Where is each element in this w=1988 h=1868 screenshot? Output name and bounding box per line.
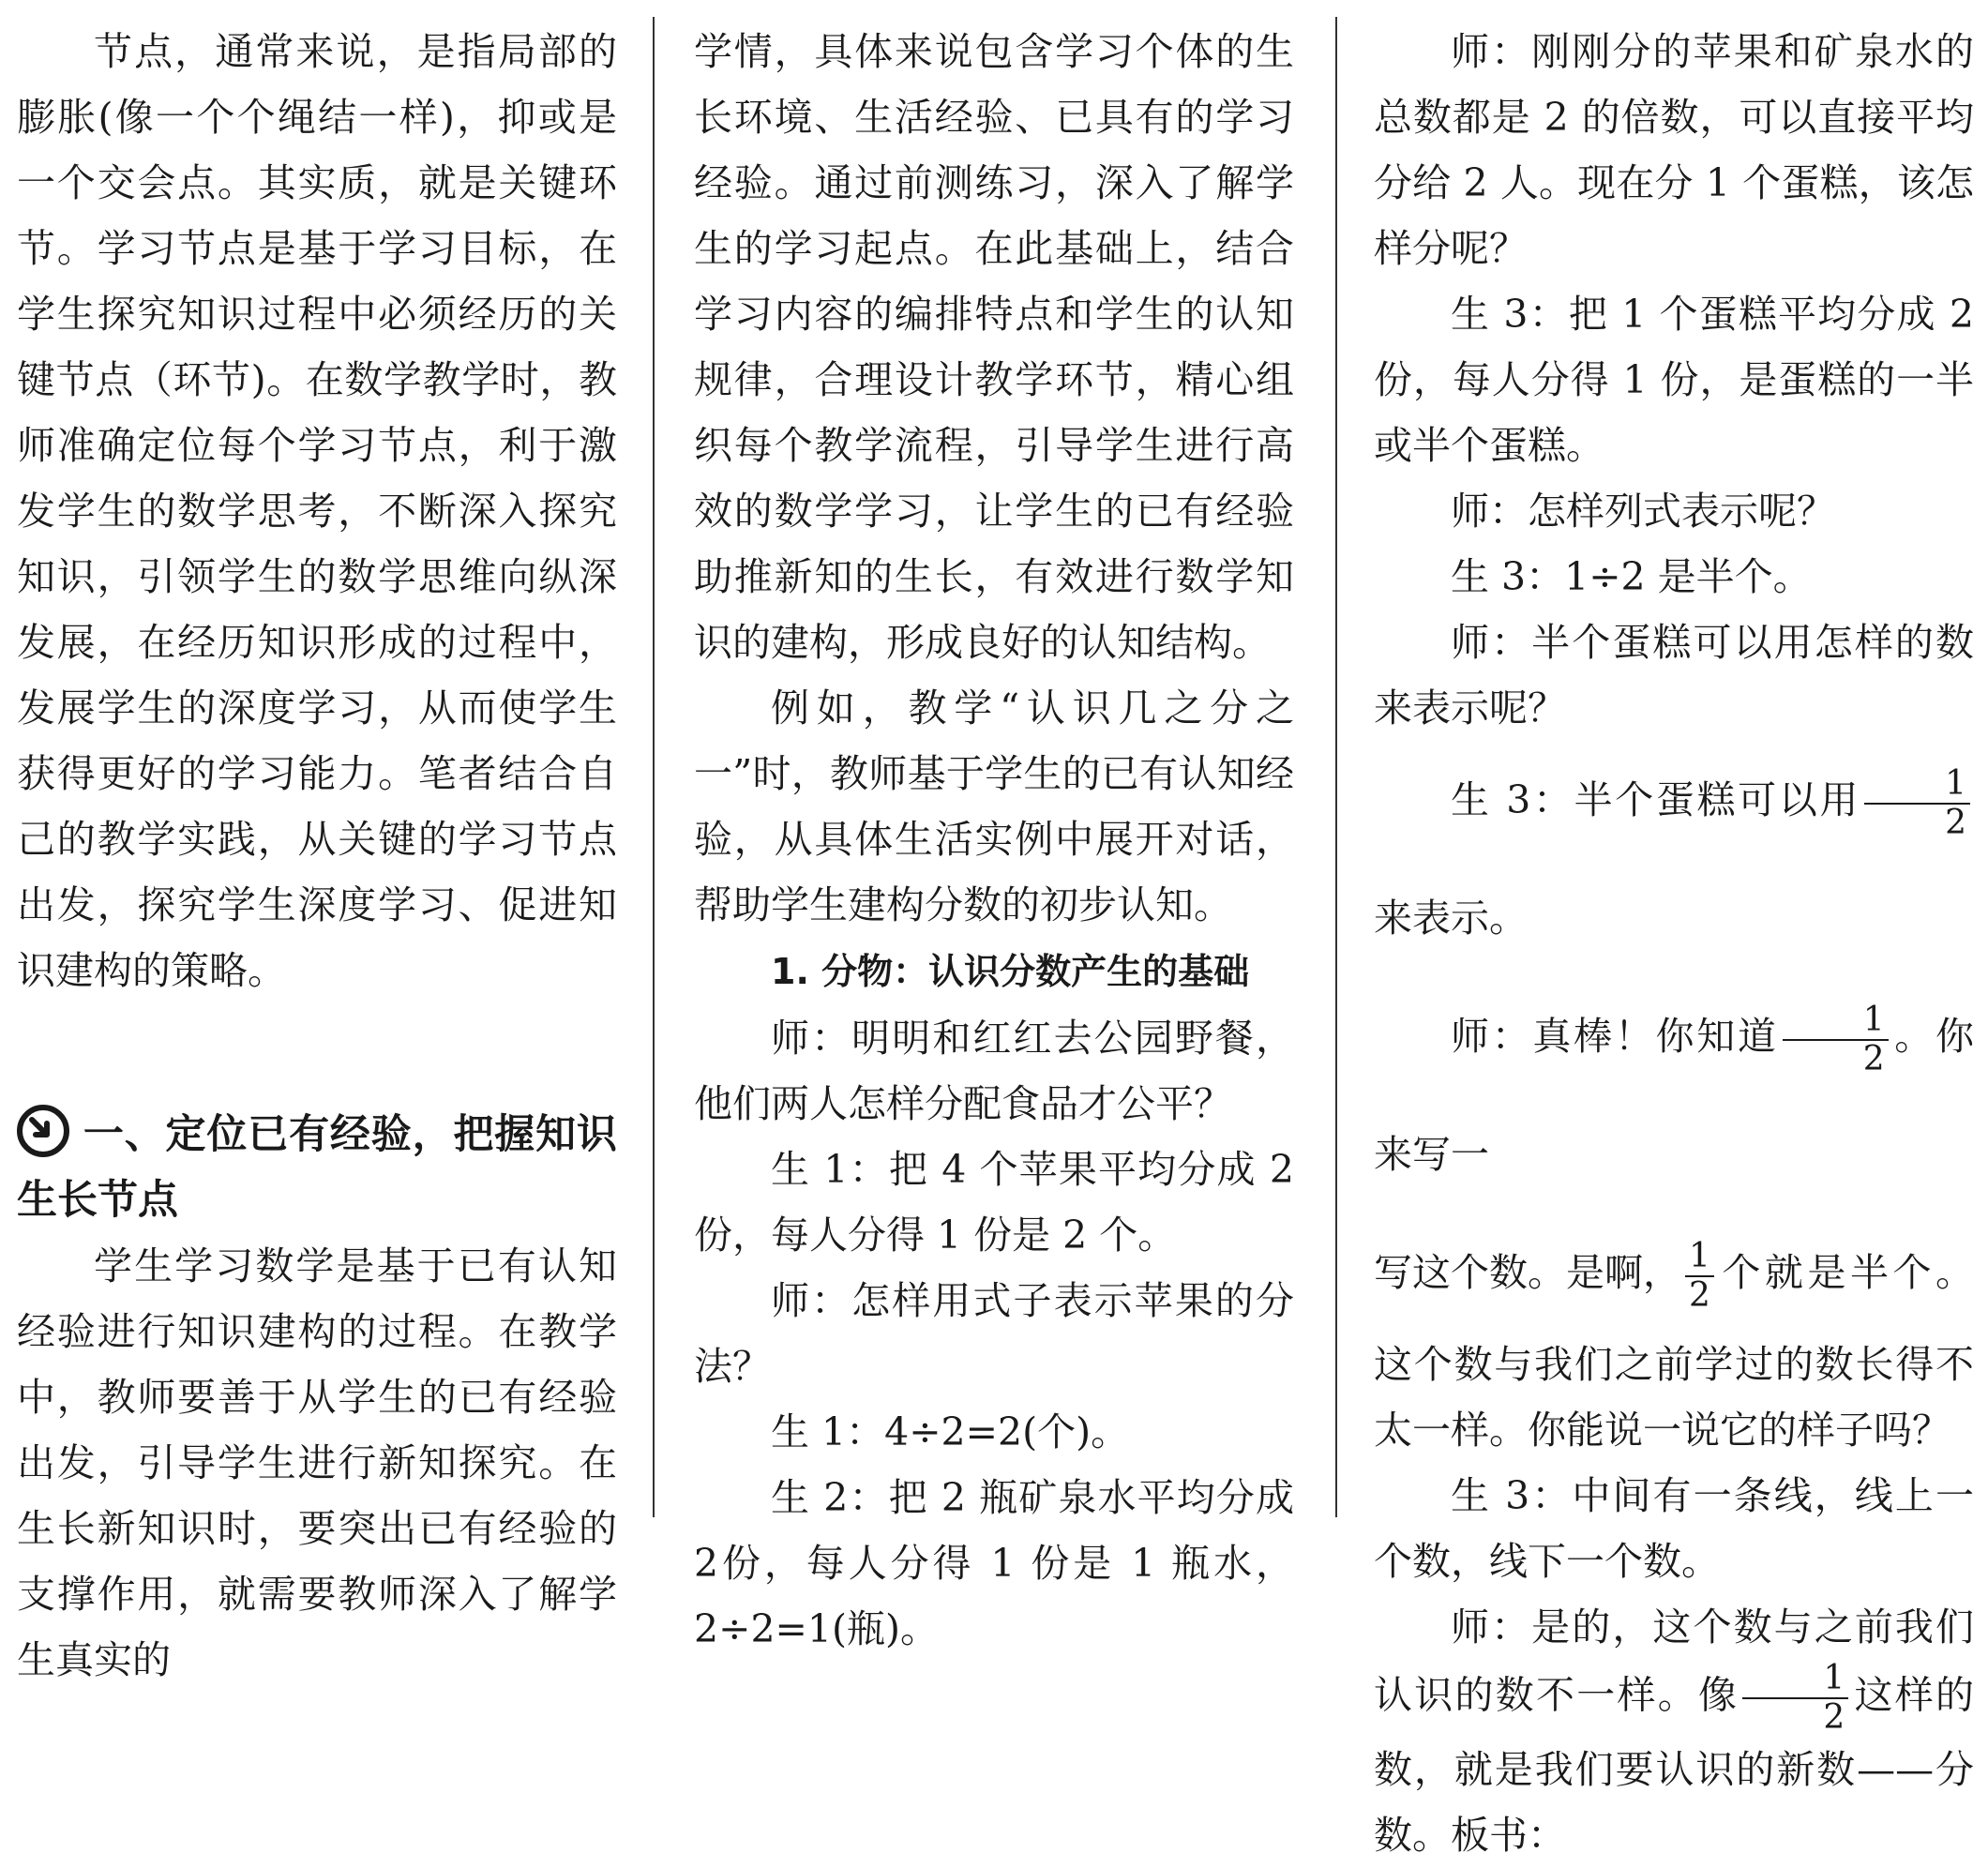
fraction-numerator: 1: [1685, 1238, 1714, 1277]
text-segment: 师：是的，这个数与之前我们认识的数不一样。像: [1374, 1604, 1974, 1718]
fraction-denominator: 2: [1689, 1275, 1710, 1315]
text-segment: 师：真棒！你知道: [1451, 1014, 1779, 1059]
dialogue-teacher-2: 师：怎样用式子表示苹果的分法？: [694, 1278, 1294, 1389]
dialogue-student-2: 生 2：把 2 瓶矿泉水平均分成 2份，每人分得 1 份是 1 瓶水，2÷2=1(瓶)。: [694, 1475, 1294, 1651]
text-segment: 这样的数，就是我们要认识的新数——分数。板书：: [1374, 1672, 1975, 1858]
column-2: [694, 19, 1294, 1662]
text-segment: 。你来写一: [1374, 1014, 1975, 1177]
paragraph-example: 例如，教学“认识几之分之一”时，教师基于学生的已有认知经验，从具体生活实例中展开对话，帮助学生建构分数的初步认知。: [694, 685, 1294, 927]
fraction-numerator: 1: [1783, 1002, 1889, 1041]
fraction-one-half: [1864, 765, 1970, 842]
dialogue-teacher-5: 师：半个蛋糕可以用怎样的数来表示呢？: [1374, 620, 1974, 731]
paragraph-intro: 节点，通常来说，是指局部的膨胀(像一个个绳结一样)，抑或是一个交会点。其实质，就是关键环节。学习节点是基于学习目标，在学生探究知识过程中必须经历的关键节点（环节)。在数学教学时，教师准确定位每个学习节点，利于激发学生的数学思考，不断深入探究知识，引领学生的数学思维向纵深发展，在经历知识形成的过程中，发展学生的深度学习，从而使学生获得更好的学习能力。笔者结合自己的教学实践，从关键的学习节点出发，探究学生深度学习、促进知识建构的策略。: [17, 29, 617, 993]
fraction-denominator: 2: [1945, 803, 1966, 842]
dialogue-teacher-6-cont: [1374, 1213, 1974, 1463]
subheading-divide: 1. 分物：认识分数产生的基础: [771, 951, 1250, 992]
column-3: [1374, 19, 1974, 1868]
dialogue-student-3a: 生 3：把 1 个蛋糕平均分成 2份，每人分得 1 份，是蛋糕的一半或半个蛋糕。: [1374, 292, 1974, 468]
dialogue-student-1b: 生 1：4÷2=2(个)。: [771, 1409, 1130, 1454]
paragraph-learning-situation: 学情，具体来说包含学习个体的生长环境、生活经验、已具有的学习经验。通过前测练习，深入了解学生的学习起点。在此基础上，结合学习内容的编排特点和学生的认知规律，合理设计教学环节，精心组织每个教学流程，引导学生进行高效的数学学习，让学生的已有经验助推新知的生长，有效进行数学知识的建构，形成良好的认知结构。: [694, 29, 1294, 665]
fraction-numerator: 1: [1864, 765, 1970, 805]
fraction-denominator: 2: [1862, 1039, 1885, 1078]
fraction-one-half: [1685, 1238, 1714, 1315]
dialogue-student-3b: 生 3：1÷2 是半个。: [1451, 554, 1812, 599]
dialogue-teacher-6: [1374, 977, 1974, 1213]
fraction-one-half: [1783, 1002, 1889, 1078]
fraction-numerator: 1: [1742, 1660, 1848, 1699]
dialogue-student-1a: 生 1：把 4 个苹果平均分成 2份，每人分得 1 份是 2 个。: [694, 1147, 1294, 1258]
column-divider-2: [1335, 17, 1337, 1517]
dialogue-student-3c: [1374, 741, 1974, 977]
dialogue-teacher-7: [1374, 1594, 1974, 1868]
fraction-one-half: [1742, 1660, 1848, 1737]
text-segment: 生 3：半个蛋糕可以用: [1451, 777, 1861, 822]
dialogue-teacher-3: 师：刚刚分的苹果和矿泉水的总数都是 2 的倍数，可以直接平均分给 2 人。现在分 1 个蛋糕，该怎样分呢？: [1374, 29, 1974, 271]
section-heading-text: 一、定位已有经验，把握知识生长节点: [17, 1111, 617, 1224]
text-segment: 写这个数。是啊，: [1374, 1250, 1681, 1295]
dialogue-teacher-4: 师：怎样列式表示呢？: [1451, 489, 1835, 534]
section-heading: [17, 1102, 617, 1233]
text-segment: 来表示。: [1374, 896, 1528, 941]
dialogue-teacher-1: 师：明明和红红去公园野餐，他们两人怎样分配食品才公平？: [694, 1016, 1294, 1126]
section-marker-icon: [17, 1105, 69, 1157]
fraction-denominator: 2: [1823, 1698, 1845, 1737]
paragraph-experience: 学生学习数学是基于已有认知经验进行知识建构的过程。在教学中，教师要善于从学生的已有经验出发，引导学生进行新知探究。在生长新知识时，要突出已有经验的支撑作用，就需要教师深入了解学生真实的: [17, 1243, 617, 1682]
text-segment: 个就是半个。这个数与我们之前学过的数长得不太一样。你能说一说它的样子吗？: [1374, 1250, 1974, 1453]
column-divider-1: [653, 17, 655, 1517]
column-1: [17, 19, 617, 1693]
section-gap: [17, 1003, 617, 1102]
text-line: [1374, 1213, 1718, 1332]
dialogue-student-3d: 生 3：中间有一条线，线上一个数，线下一个数。: [1374, 1473, 1974, 1584]
